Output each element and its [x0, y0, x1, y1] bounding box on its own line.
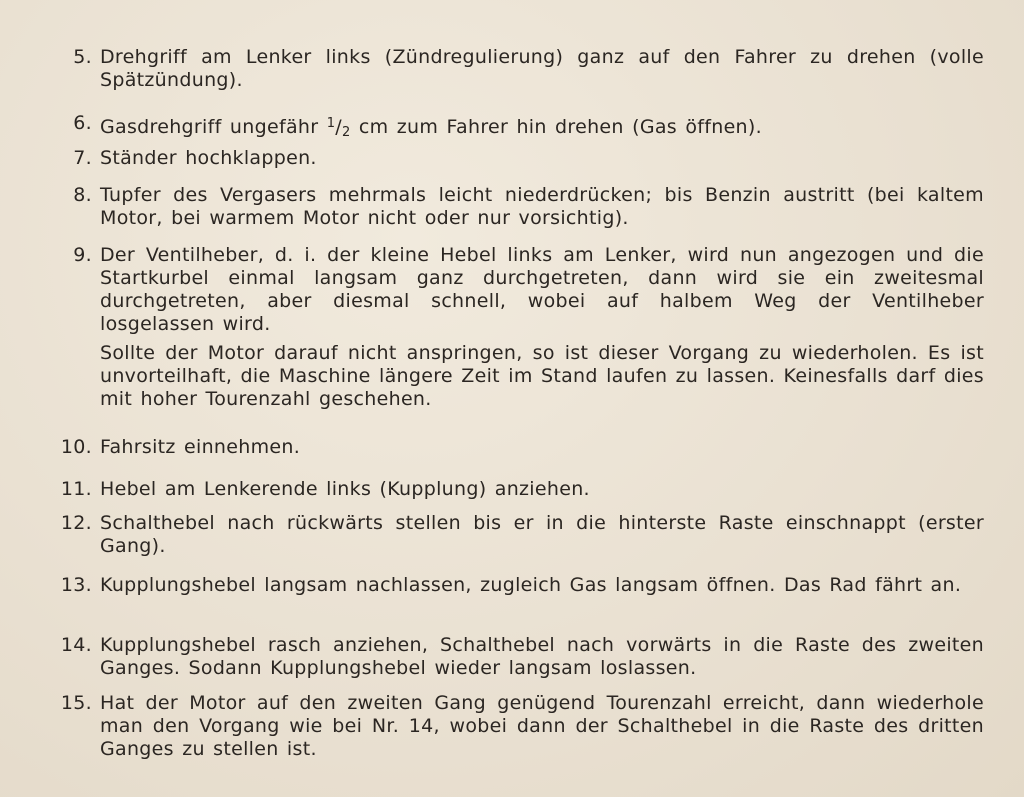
item-text — [100, 478, 984, 501]
item-number: 5. — [73, 46, 92, 68]
text-after-fraction: cm zum Fahrer hin drehen (Gas öffnen). — [350, 116, 762, 138]
item-number: 14. — [60, 634, 92, 656]
item-number: 10. — [60, 436, 92, 458]
fraction-slash: / — [335, 116, 342, 138]
item-paragraph-continued: Sollte der Motor darauf nicht anspringen, so ist dieser Vorgang zu wiederholen. Es ist unvorteilhaft, die Maschine längere Zeit im Stand laufen zu lassen. Keinesfalls darf dies mit hoher Tourenzahl geschehen. — [100, 342, 984, 410]
item-number: 13. — [60, 574, 92, 596]
item-text — [100, 184, 984, 230]
item-text — [100, 46, 984, 92]
item-paragraph: Kupplungshebel rasch anziehen, Schalthebel nach vorwärts in die Raste des zweiten Ganges. Sodann Kupplungshebel wieder langsam loslassen. — [100, 634, 984, 679]
fraction-denominator: 2 — [341, 125, 351, 140]
item-text — [100, 634, 984, 680]
item-number: 7. — [73, 147, 92, 169]
item-text — [100, 244, 984, 411]
text-before-fraction: Gasdrehgriff ungefähr — [100, 116, 327, 138]
item-paragraph: Schalthebel nach rückwärts stellen bis er in die hinterste Raste einschnappt (erster Gang). — [100, 512, 984, 557]
item-number: 15. — [60, 692, 92, 714]
item-paragraph — [100, 112, 984, 144]
fraction-numerator: 1 — [326, 116, 336, 131]
item-text — [100, 512, 984, 558]
item-paragraph: Drehgriff am Lenker links (Zündregulierung) ganz auf den Fahrer zu drehen (volle Spätzündung). — [100, 46, 984, 91]
item-number: 11. — [60, 478, 92, 500]
item-text — [100, 436, 984, 459]
item-number: 9. — [73, 244, 92, 266]
item-number: 6. — [73, 112, 92, 134]
item-paragraph: Ständer hochklappen. — [100, 147, 317, 169]
item-text — [100, 574, 984, 597]
item-paragraph: Der Ventilheber, d. i. der kleine Hebel links am Lenker, wird nun angezogen und die Startkurbel einmal langsam ganz durchgetreten, dann wird sie ein zweitesmal durchgetreten, aber diesmal schnell, wobei auf halbem Weg der Ventilheber losgelassen wird. — [100, 244, 984, 335]
item-paragraph: Tupfer des Vergasers mehrmals leicht niederdrücken; bis Benzin austritt (bei kaltem Motor, bei warmem Motor nicht oder nur vorsichtig). — [100, 184, 984, 229]
item-number: 12. — [60, 512, 92, 534]
item-number: 8. — [73, 184, 92, 206]
item-paragraph: Fahrsitz einnehmen. — [100, 436, 301, 458]
item-paragraph: Hebel am Lenkerende links (Kupplung) anziehen. — [100, 478, 590, 500]
item-paragraph: Kupplungshebel langsam nachlassen, zugleich Gas langsam öffnen. Das Rad fährt an. — [100, 574, 962, 596]
item-text — [100, 112, 984, 144]
item-text — [100, 692, 984, 761]
item-text — [100, 147, 984, 170]
item-paragraph: Hat der Motor auf den zweiten Gang genügend Tourenzahl erreicht, dann wiederhole man den Vorgang wie bei Nr. 14, wobei dann der Schalthebel in die Raste des dritten Ganges zu stellen ist. — [100, 692, 984, 760]
